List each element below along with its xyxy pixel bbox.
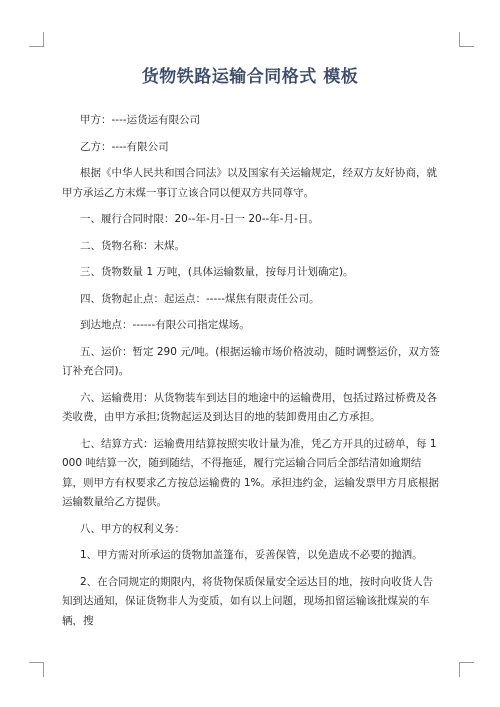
- clause-term: 一、履行合同时限：20--年-月-日一 20--年-月-日。: [80, 213, 319, 225]
- clause-origin: 四、货物起止点：起运点：-----煤焦有限责任公司。: [80, 292, 320, 305]
- clause-party-a-item-2: 2、在合同规定的期限内，将货物保质保量安全运达目的地，按时向收货人告知到达通知，保证货物非人为变质，如有以上问题，现场扣留运输该批煤炭的车辆，搜: [62, 575, 434, 627]
- clause-quantity: 三、货物数量 1 万吨，(具体运输数量，按每月计划确定)。: [80, 266, 354, 278]
- document-title: 货物铁路运输合同格式 模板: [141, 67, 359, 87]
- party-b: 乙方：----有限公司: [80, 140, 169, 153]
- clause-party-a-rights-heading: 八、甲方的权利义务：: [80, 522, 185, 535]
- clause-transport-fees: 六、运输费用：从货物装车到达目的地途中的运输费用，包括过路过桥费及各类收费，由甲方承担;货物起运及到达目的地的装卸费用由乙方承担。: [62, 391, 437, 423]
- crop-mark-bottom-left: [29, 662, 44, 677]
- crop-mark-bottom-right: [459, 662, 474, 677]
- clause-settlement: 七、结算方式：运输费用结算按照实收计量为准，凭乙方开具的过磅单，每 1000 吨结算一次，随到随结，不得拖延，履行完运输合同后全部结清如逾期结算，则甲方有权要求乙方按总运输费的 1%。承担违约金，运输发票甲方月底根据运输数量给乙方提供。: [62, 437, 439, 508]
- preamble: 根据《中华人民共和国合同法》以及国家有关运输规定，经双方友好协商，就甲方承运乙方末煤一事订立该合同以便双方共同尊守。: [62, 167, 437, 199]
- document-body: [62, 111, 442, 638]
- clause-destination: 到达地点：------有限公司指定煤场。: [80, 319, 250, 331]
- party-a: 甲方：----运货运有限公司: [80, 114, 201, 126]
- clause-party-a-item-1: 1、甲方需对所承运的货物加盖篷布，妥善保管，以免造成不必要的抛洒。: [80, 549, 423, 561]
- crop-mark-top-left: [29, 32, 44, 47]
- clause-goods-name: 二、货物名称：末煤。: [80, 239, 185, 252]
- crop-mark-top-right: [459, 32, 474, 47]
- clause-freight-rate: 五、运价：暂定 290 元/吨。(根据运输市场价格波动，随时调整运价，双方签订补充合同)。: [62, 345, 440, 377]
